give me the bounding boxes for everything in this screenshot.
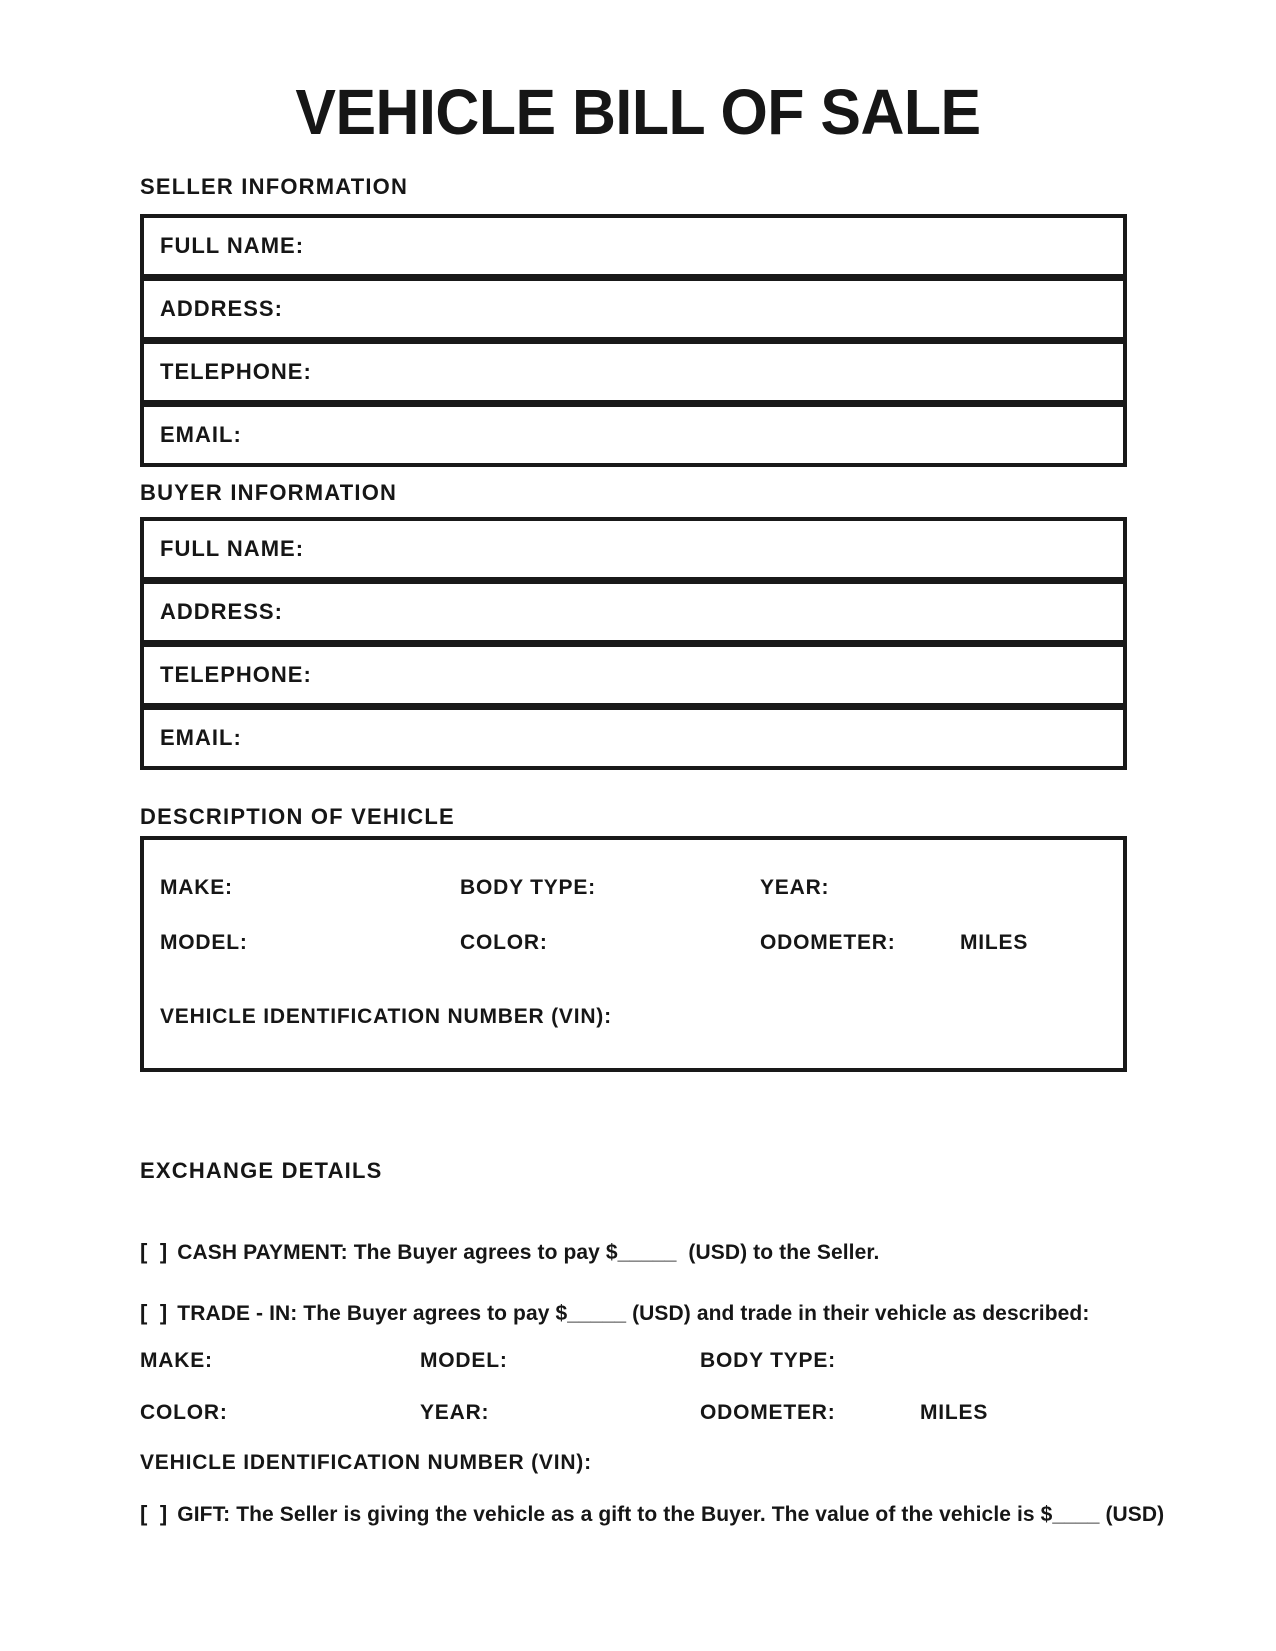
seller-address-row xyxy=(140,277,1127,341)
vehicle-year-field[interactable] xyxy=(829,893,1123,894)
seller-section-heading: SELLER INFORMATION xyxy=(140,174,409,199)
buyer-section-heading: BUYER INFORMATION xyxy=(140,480,398,505)
vehicle-body-type-field[interactable] xyxy=(596,893,760,894)
seller-info-box xyxy=(140,214,1127,467)
trade-model-field[interactable] xyxy=(508,1366,700,1367)
buyer-full-name-row xyxy=(140,517,1127,581)
trade-year-field[interactable] xyxy=(489,1418,700,1419)
seller-address-label: ADDRESS: xyxy=(160,296,283,321)
seller-email-field[interactable] xyxy=(242,407,1107,463)
buyer-full-name-label: FULL NAME: xyxy=(160,536,305,561)
vehicle-odometer-label: ODOMETER: xyxy=(760,931,896,954)
trade-vehicle-row-1 xyxy=(140,1348,1236,1374)
cash-payment-option xyxy=(140,1239,1236,1266)
vehicle-model-field[interactable] xyxy=(248,948,460,949)
buyer-email-field[interactable] xyxy=(242,710,1107,766)
vehicle-vin-row xyxy=(144,1004,1123,1030)
seller-full-name-row xyxy=(140,214,1127,278)
seller-full-name-field[interactable] xyxy=(304,218,1107,274)
trade-body-type-label: BODY TYPE: xyxy=(700,1349,836,1372)
vehicle-color-cell xyxy=(460,930,760,956)
seller-telephone-label: TELEPHONE: xyxy=(160,359,312,384)
buyer-address-field[interactable] xyxy=(283,584,1107,640)
trade-model-cell xyxy=(420,1348,700,1374)
vehicle-odometer-cell xyxy=(760,930,960,956)
trade-odometer-cell xyxy=(700,1400,920,1426)
vehicle-model-label: MODEL: xyxy=(160,931,248,954)
vehicle-row-2 xyxy=(144,930,1123,956)
seller-address-field[interactable] xyxy=(283,281,1107,337)
trade-miles-cell xyxy=(920,1400,1236,1426)
trade-color-label: COLOR: xyxy=(140,1401,228,1424)
trade-make-cell xyxy=(140,1348,420,1374)
vehicle-section-heading: DESCRIPTION OF VEHICLE xyxy=(140,804,455,829)
trade-vin-label: VEHICLE IDENTIFICATION NUMBER (VIN): xyxy=(140,1451,592,1474)
trade-body-type-field[interactable] xyxy=(836,1366,1236,1367)
buyer-full-name-field[interactable] xyxy=(304,521,1107,577)
buyer-email-row xyxy=(140,706,1127,770)
vehicle-year-label: YEAR: xyxy=(760,876,830,899)
vehicle-model-cell xyxy=(160,930,460,956)
buyer-email-label: EMAIL: xyxy=(160,725,242,750)
vehicle-description-box xyxy=(140,836,1127,1072)
trade-model-label: MODEL: xyxy=(420,1349,508,1372)
buyer-address-label: ADDRESS: xyxy=(160,599,283,624)
vehicle-vin-label: VEHICLE IDENTIFICATION NUMBER (VIN): xyxy=(160,1005,612,1028)
exchange-section-heading: EXCHANGE DETAILS xyxy=(140,1158,383,1183)
buyer-info-box xyxy=(140,517,1127,770)
seller-email-row xyxy=(140,403,1127,467)
trade-make-field[interactable] xyxy=(213,1366,420,1367)
trade-body-type-cell xyxy=(700,1348,1236,1374)
cash-payment-text: CASH PAYMENT: The Buyer agrees to pay $_____ (USD) to the Seller. xyxy=(177,1241,880,1264)
vehicle-miles-label: MILES xyxy=(960,931,1029,954)
trade-odometer-field[interactable] xyxy=(836,1418,920,1419)
vehicle-body-type-cell xyxy=(460,875,760,901)
trade-in-text: TRADE - IN: The Buyer agrees to pay $_____ (USD) and trade in their vehicle as described: xyxy=(177,1302,1090,1325)
cash-payment-checkbox[interactable]: [ ] xyxy=(140,1239,168,1264)
trade-vin-field[interactable] xyxy=(592,1468,1236,1469)
trade-year-cell xyxy=(420,1400,700,1426)
vehicle-make-cell xyxy=(160,875,460,901)
buyer-address-row xyxy=(140,580,1127,644)
vehicle-color-field[interactable] xyxy=(548,948,760,949)
buyer-telephone-label: TELEPHONE: xyxy=(160,662,312,687)
vehicle-year-cell xyxy=(760,875,1123,901)
trade-odometer-label: ODOMETER: xyxy=(700,1401,836,1424)
vehicle-make-label: MAKE: xyxy=(160,876,233,899)
trade-in-option xyxy=(140,1300,1236,1327)
vehicle-vin-field[interactable] xyxy=(612,1004,1123,1030)
trade-vin-row xyxy=(140,1450,1236,1476)
gift-text: GIFT: The Seller is giving the vehicle as a gift to the Buyer. The value of the vehicle is $____ (USD) xyxy=(177,1503,1165,1526)
trade-make-label: MAKE: xyxy=(140,1349,213,1372)
vehicle-make-field[interactable] xyxy=(233,893,460,894)
gift-option xyxy=(140,1501,1236,1528)
vehicle-odometer-field[interactable] xyxy=(896,948,960,949)
seller-telephone-row xyxy=(140,340,1127,404)
seller-full-name-label: FULL NAME: xyxy=(160,233,305,258)
vehicle-miles-cell xyxy=(960,930,1123,956)
seller-telephone-field[interactable] xyxy=(312,344,1107,400)
vehicle-color-label: COLOR: xyxy=(460,931,548,954)
buyer-telephone-field[interactable] xyxy=(312,647,1107,703)
gift-checkbox[interactable]: [ ] xyxy=(140,1501,168,1526)
buyer-telephone-row xyxy=(140,643,1127,707)
page-title: VEHICLE BILL OF SALE xyxy=(295,76,981,148)
trade-in-checkbox[interactable]: [ ] xyxy=(140,1300,168,1325)
vehicle-body-type-label: BODY TYPE: xyxy=(460,876,596,899)
trade-year-label: YEAR: xyxy=(420,1401,490,1424)
trade-vehicle-row-2 xyxy=(140,1400,1236,1426)
seller-email-label: EMAIL: xyxy=(160,422,242,447)
trade-miles-label: MILES xyxy=(920,1401,989,1424)
vehicle-row-1 xyxy=(144,875,1123,901)
trade-color-cell xyxy=(140,1400,420,1426)
trade-color-field[interactable] xyxy=(228,1418,420,1419)
